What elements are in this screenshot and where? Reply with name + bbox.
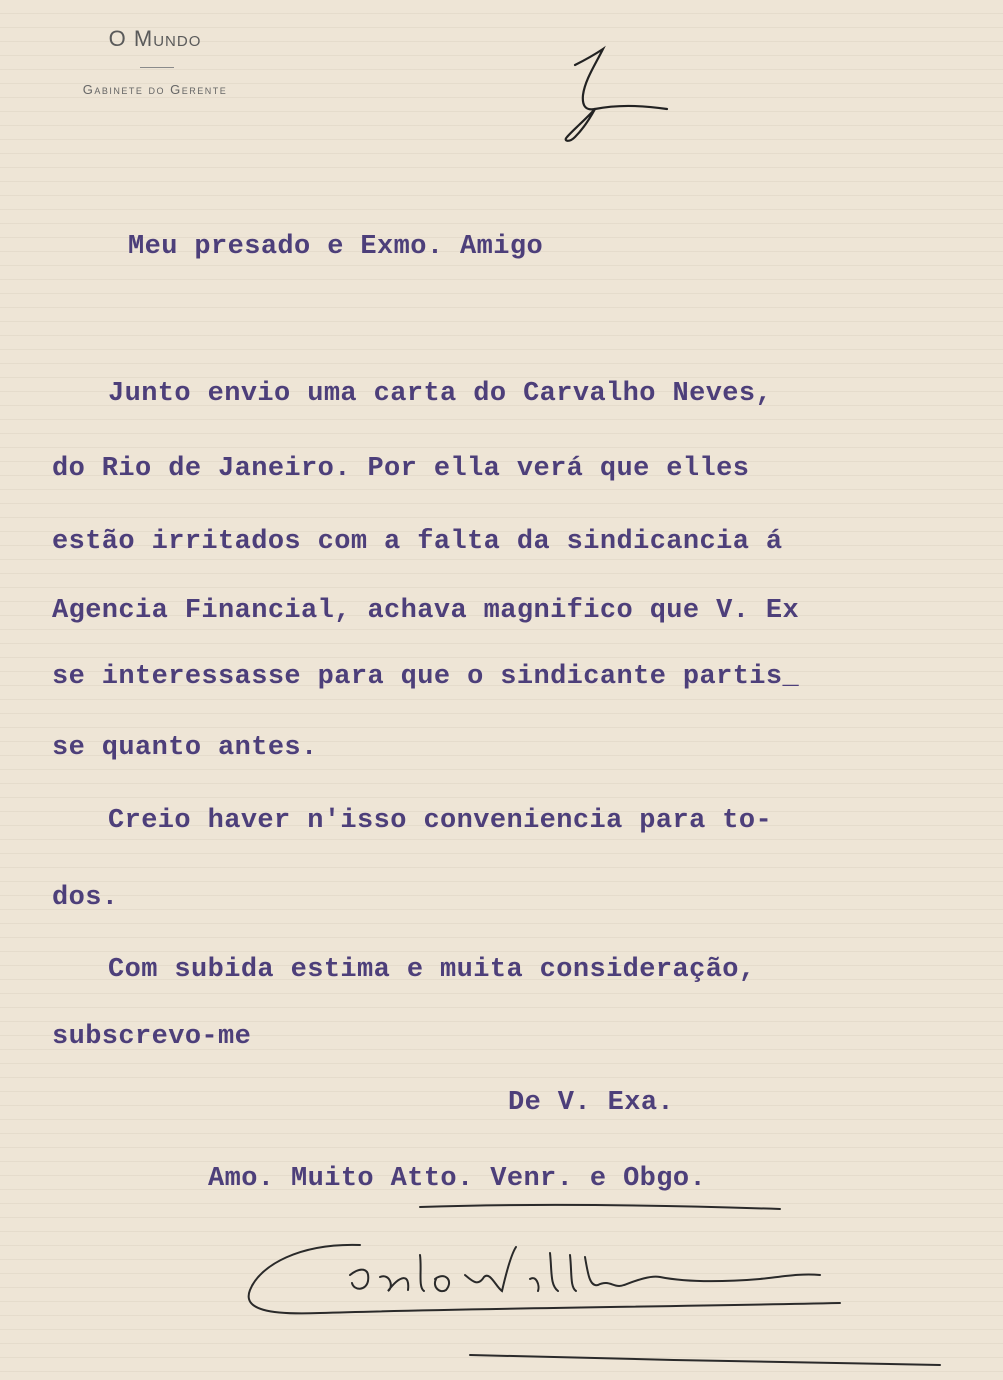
body-line-1: Junto envio uma carta do Carvalho Neves, — [108, 379, 773, 409]
body-line-9: Com subida estima e muita consideração, — [108, 955, 756, 985]
body-line-3: estão irritados com a falta da sindicancia á — [52, 527, 783, 557]
body-line-4: Agencia Financial, achava magnifico que V. Ex — [52, 596, 800, 626]
closing-line-2: Amo. Muito Atto. Venr. e Obgo. — [208, 1164, 707, 1194]
body-line-7: Creio haver n'isso conveniencia para to- — [108, 806, 773, 836]
letterhead-divider — [140, 67, 174, 68]
letterhead-name: O Mundo — [108, 26, 202, 51]
salutation: Meu presado e Exmo. Amigo — [128, 232, 544, 262]
handwritten-signature — [240, 1195, 960, 1370]
body-line-10: subscrevo-me — [52, 1022, 252, 1052]
letterhead-subtitle: Gabinete do Gerente — [82, 82, 228, 97]
closing-line-1: De V. Exa. — [508, 1088, 675, 1118]
body-line-2: do Rio de Janeiro. Por ella verá que elles — [52, 454, 750, 484]
body-line-8: dos. — [52, 883, 119, 913]
body-line-6: se quanto antes. — [52, 733, 318, 763]
body-line-5: se interessasse para que o sindicante partis_ — [52, 662, 800, 692]
handwritten-page-number — [555, 35, 675, 145]
